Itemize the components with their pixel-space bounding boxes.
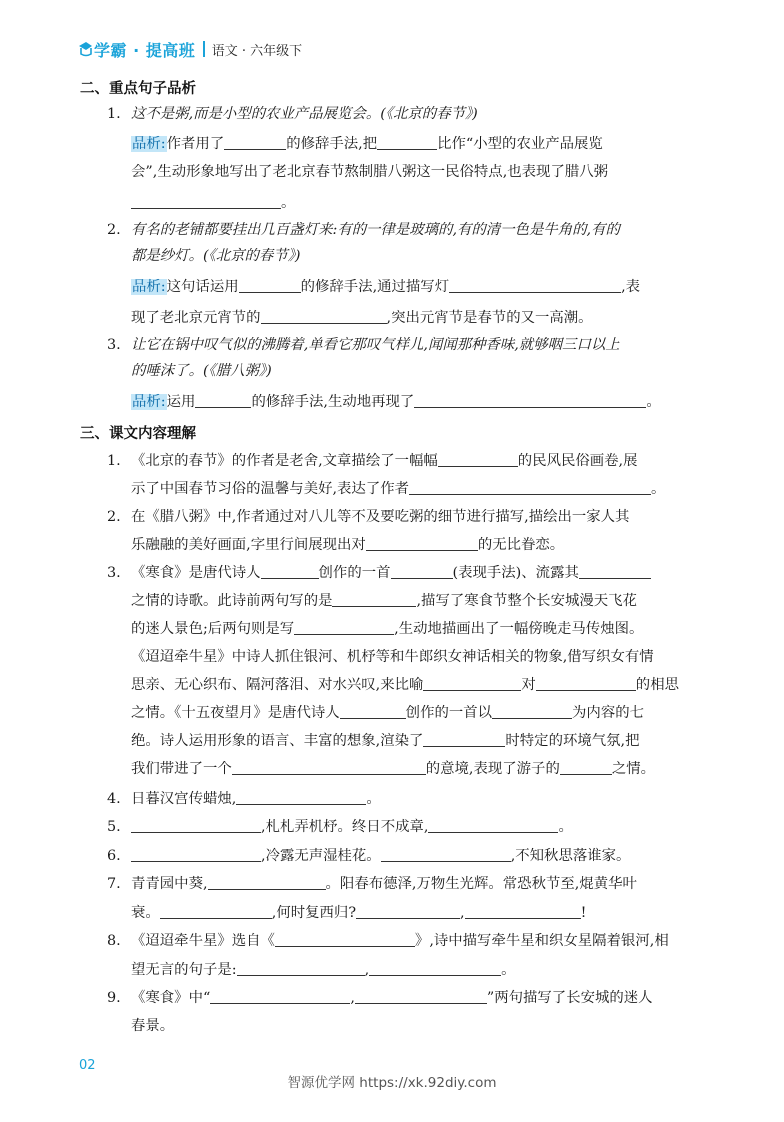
- analysis-tag: 品析:: [132, 394, 166, 410]
- answer-blank[interactable]: [195, 393, 251, 408]
- answer-blank[interactable]: [449, 278, 621, 293]
- question-line: 青青园中葵, 。阳春布德泽,万物生光辉。常恐秋节至,焜黄华叶: [131, 876, 637, 892]
- analysis-tag: 品析:: [132, 136, 166, 152]
- question-line: 《寒食》中“ , ”两句描写了长安城的迷人: [131, 990, 653, 1006]
- subject-grade: 语文 · 六年级下: [211, 43, 303, 59]
- question-number: 7.: [107, 876, 121, 892]
- section-title-text-comprehension: 三、课文内容理解: [80, 426, 196, 442]
- question-text: 让它在锅中叹气似的沸腾着,单看它那叹气样儿,闻闻那种香味,就够咽三口以上: [131, 337, 620, 353]
- question-line: 《迢迢牵牛星》中诗人抓住银河、机杼等和牛郎织女神话相关的物象,借写织女有情: [131, 649, 654, 665]
- answer-blank[interactable]: [438, 452, 518, 467]
- question-text: 的唾沫了。(《腊八粥》): [131, 363, 272, 379]
- answer-blank[interactable]: [492, 704, 572, 719]
- analysis-line: 。: [131, 193, 295, 213]
- answer-blank[interactable]: [340, 704, 406, 719]
- question-number: 2.: [107, 222, 121, 238]
- answer-blank[interactable]: [465, 904, 581, 919]
- footer-watermark: 智源优学网 https://xk.92diy.com: [287, 1075, 497, 1091]
- answer-blank[interactable]: [381, 847, 511, 862]
- analysis-line: 会”,生动形象地写出了老北京春节熬制腊八粥这一民俗特点,也表现了腊八粥: [131, 164, 609, 180]
- question-line: 乐融融的美好画面,字里行间展现出对 的无比眷恋。: [131, 537, 565, 553]
- answer-blank[interactable]: [356, 904, 460, 919]
- header-divider: [203, 41, 205, 57]
- answer-blank[interactable]: [377, 135, 437, 150]
- analysis-tag: 品析:: [132, 279, 166, 295]
- answer-blank[interactable]: [369, 961, 501, 976]
- question-number: 5.: [107, 819, 121, 835]
- question-line: 《寒食》是唐代诗人 创作的一首 (表现手法)、流露其: [131, 563, 651, 583]
- answer-blank[interactable]: [160, 904, 272, 919]
- answer-blank[interactable]: [391, 564, 453, 579]
- page-header: [78, 36, 302, 62]
- question-number: 3.: [107, 565, 121, 581]
- question-line: 示了中国春节习俗的温馨与美好,表达了作者 。: [131, 481, 666, 497]
- answer-blank[interactable]: [236, 790, 366, 805]
- section-title-key-sentences: 二、重点句子品析: [80, 81, 196, 97]
- question-line: 望无言的句子是: , 。: [131, 962, 516, 978]
- answer-blank[interactable]: [131, 818, 261, 833]
- question-number: 2.: [107, 509, 121, 525]
- answer-blank[interactable]: [237, 961, 365, 976]
- page-number: 02: [79, 1058, 96, 1073]
- question-line: 的迷人景色;后两句则是写 ,生动地描画出了一幅傍晚走马传烛图。: [131, 621, 644, 637]
- answer-blank[interactable]: [224, 135, 286, 150]
- question-number: 8.: [107, 933, 121, 949]
- question-text: 这不是粥,而是小型的农业产品展览会。(《北京的春节》): [131, 106, 478, 122]
- answer-blank[interactable]: [428, 818, 558, 833]
- answer-blank[interactable]: [261, 564, 319, 579]
- answer-blank[interactable]: [275, 932, 415, 947]
- analysis-line: 品析:运用 的修辞手法,生动地再现了 。: [132, 394, 661, 410]
- question-line: 绝。诗人运用形象的语言、丰富的想象,渲染了 时特定的环境气氛,把: [131, 733, 640, 749]
- graduation-cap-icon: [78, 40, 92, 58]
- question-number: 4.: [107, 791, 121, 807]
- question-line: ,冷露无声湿桂花。 ,不知秋思落谁家。: [131, 846, 630, 866]
- answer-blank[interactable]: [423, 676, 521, 691]
- analysis-line: 品析:作者用了 的修辞手法,把 比作“小型的农业产品展览: [132, 136, 603, 152]
- question-number: 9.: [107, 990, 121, 1006]
- answer-blank[interactable]: [409, 480, 651, 495]
- answer-blank[interactable]: [332, 592, 416, 607]
- question-line: 思亲、无心织布、隔河落泪、对水兴叹,来比喻 对 的相思: [131, 677, 679, 693]
- answer-blank[interactable]: [232, 760, 426, 775]
- question-line: 《迢迢牵牛星》选自《 》,诗中描写牵牛星和织女星隔着银河,相: [131, 933, 669, 949]
- answer-blank[interactable]: [560, 760, 612, 775]
- analysis-line: 品析:这句话运用 的修辞手法,通过描写灯 ,表: [132, 279, 641, 295]
- question-line: 《北京的春节》的作者是老舍,文章描绘了一幅幅 的民风民俗画卷,展: [131, 453, 638, 469]
- question-number: 3.: [107, 337, 121, 353]
- answer-blank[interactable]: [261, 309, 387, 324]
- answer-blank[interactable]: [366, 536, 478, 551]
- analysis-line: 现了老北京元宵节的 ,突出元宵节是春节的又一高潮。: [131, 310, 593, 326]
- question-number: 6.: [107, 848, 121, 864]
- question-number: 1.: [107, 106, 121, 122]
- question-line: 衰。 ,何时复西归? , !: [131, 905, 587, 921]
- answer-blank[interactable]: [355, 989, 487, 1004]
- answer-blank[interactable]: [210, 989, 350, 1004]
- answer-blank[interactable]: [208, 875, 326, 890]
- answer-blank[interactable]: [414, 393, 646, 408]
- answer-blank[interactable]: [579, 564, 651, 579]
- question-number: 1.: [107, 453, 121, 469]
- question-line: 之情的诗歌。此诗前两句写的是 ,描写了寒食节整个长安城漫天飞花: [131, 593, 637, 609]
- question-line: 之情。《十五夜望月》是唐代诗人 创作的一首以 为内容的七: [131, 705, 644, 721]
- answer-blank[interactable]: [423, 732, 505, 747]
- answer-blank[interactable]: [239, 278, 301, 293]
- answer-blank[interactable]: [131, 194, 281, 209]
- question-line: ,札札弄机杼。终日不成章, 。: [131, 817, 573, 837]
- question-line: 我们带进了一个 的意境,表现了游子的 之情。: [131, 761, 656, 777]
- answer-blank[interactable]: [294, 620, 394, 635]
- question-text: 都是纱灯。(《北京的春节》): [131, 248, 301, 264]
- question-line: 春景。: [131, 1018, 175, 1034]
- question-line: 日暮汉宫传蜡烛, 。: [131, 791, 381, 807]
- answer-blank[interactable]: [131, 847, 261, 862]
- question-text: 有名的老铺都要挂出几百盏灯来:有的一律是玻璃的,有的清一色是牛角的,有的: [131, 222, 620, 238]
- brand-title: 学霸 · 提高班: [94, 40, 196, 60]
- question-line: 在《腊八粥》中,作者通过对八儿等不及要吃粥的细节进行描写,描绘出一家人其: [131, 509, 630, 525]
- answer-blank[interactable]: [536, 676, 636, 691]
